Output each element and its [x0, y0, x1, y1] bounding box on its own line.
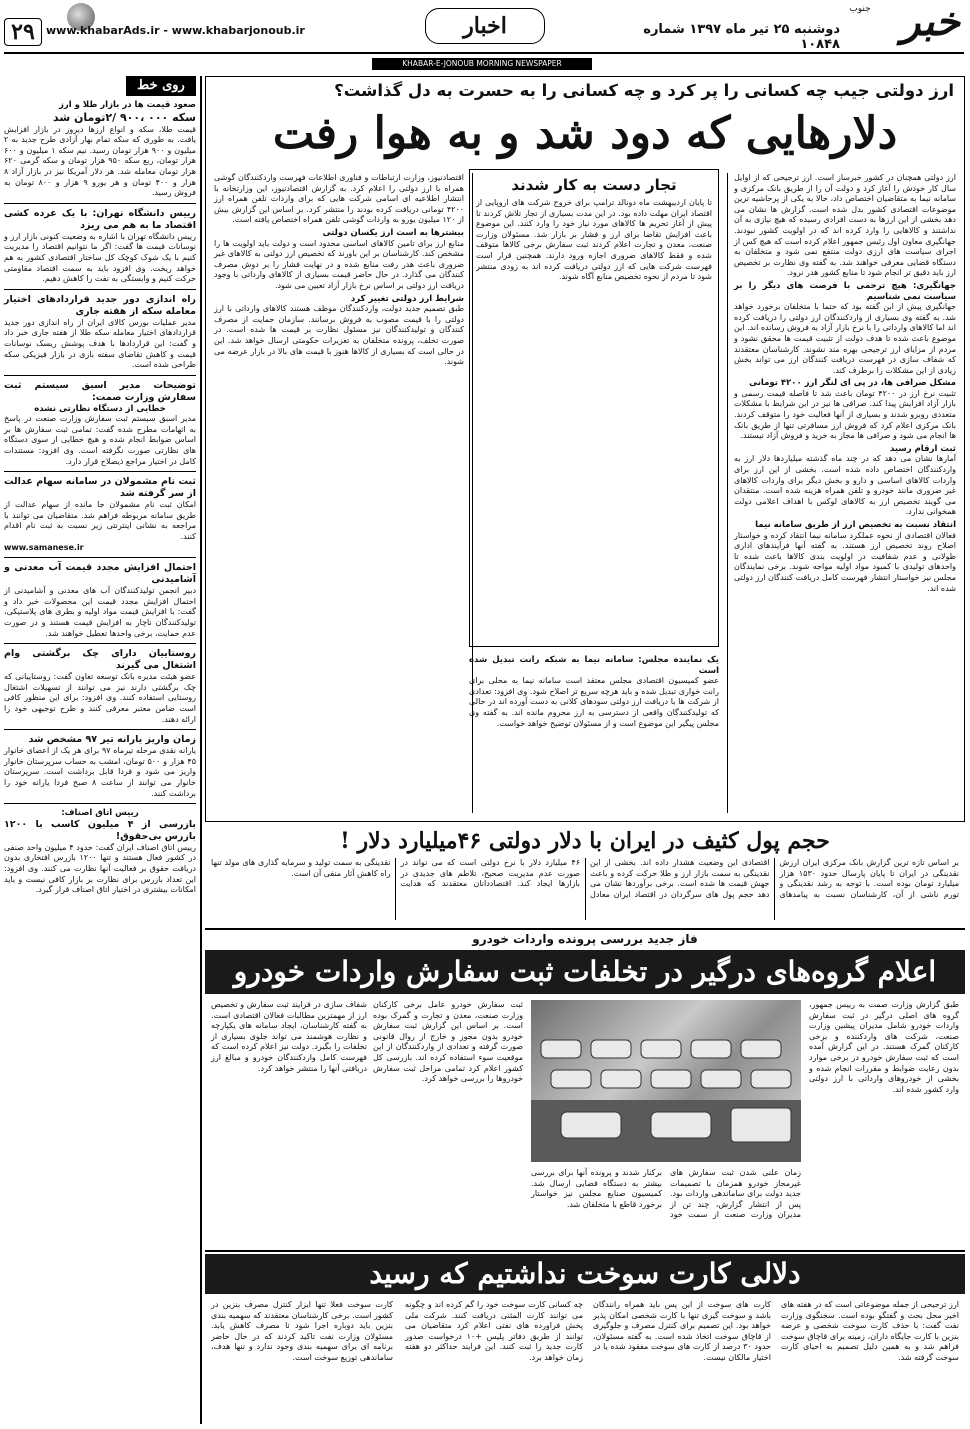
sidebar-item9-text: رییس اتاق اصناف ایران گفت: حدود ۴ میلیون واحد صنفی در کشور فعال هستند و تنها ۱۲۰۰ بازرس افتخاری بدون دریافت حقوق بر فعالیت آنها نظارت می کنند. وی افزود: این تعداد بازرس برای نظارت بر بازار کافی نیست و باید امکانات بیشتری در اختیار اتاق اصناف قرار گیرد. — [4, 842, 197, 895]
masthead-websites: www.khabarAds.ir - www.khabarjonoub.ir — [46, 24, 305, 37]
masthead — [0, 0, 970, 52]
main-col1e-text: فعالان اقتصادی از نحوه عملکرد سامانه نیما انتقاد کرده و خواستار اصلاح روند تخصیص ارز هستند. به گفته آنها فرآیندهای اداری طولانی و عدم شفافیت در اولویت بندی کالاها باعث شده تا واحدهای تولیدی با کمبود مواد اولیه مواجه شوند. برخی نمایندگان مجلس نیز خواستار انتشار فهرست کامل دریافت کنندگان ارز دولتی شده اند. — [734, 530, 956, 593]
main-col1c-text: تثبیت نرخ ارز در ۴۲۰۰ تومان باعث شد تا فاصله قیمت رسمی و بازار آزاد افزایش پیدا کند. صرافی ها نیز در این شرایط با مشکلات متعددی روبرو شدند و بسیاری از آنها فعالیت خود را متوقف کردند. بانک مرکزی اعلام کرد که فروش ارز مسافرتی تنها از طریق بانک ها انجام می شود و صرافی ها مجاز به خرید و فروش آزاد نیستند. — [734, 388, 956, 441]
sidebar-item9-head: بازرسی از ۴ میلیون کاسب با ۱۲۰۰ بازرس بی‌حقوق! — [4, 818, 197, 842]
story2 — [205, 826, 965, 926]
sidebar-item6-head: احتمال افزایش مجدد قیمت آب معدنی و آشامیدنی — [4, 562, 196, 586]
main-headline: دلارهایی که دود شد و به هوا رفت — [272, 108, 898, 159]
story4-col2: کارت های سوخت از این پس باید همراه رانندگان باشد و سوخت گیری تنها با کارت شخصی امکان پذیر خواهد بود. این تصمیم برای کنترل مصرف و جلوگیری از قاچاق سوخت اتخاذ شده است. به گفته مسئولان، حدود ۳۰ درصد از کارت های سوخت مفقود شده یا در اختیار مالکان نیست. — [593, 1300, 771, 1362]
sidebar-rule — [4, 289, 196, 290]
page-number: ۲۹ — [4, 18, 42, 46]
sidebar-item3-head: راه اندازی دور جدید قراردادهای اختیار معامله سکه از هفته جاری — [4, 293, 196, 317]
car-import-photo — [531, 1000, 801, 1162]
section-divider — [205, 1250, 965, 1252]
sidebar-item1-head: سکه ۰۰۰ ،۹۰۰ /۲تومان شد — [53, 110, 196, 124]
main-story — [205, 76, 965, 822]
sidebar-rule — [4, 643, 196, 644]
sidebar-rule — [4, 203, 196, 204]
story4 — [205, 1254, 965, 1424]
sidebar-item4-text: مدیر اسبق سیستم ثبت سفارش وزارت صنعت در پاسخ به اتهامات مطرح شده گفت: تمامی ثبت سفارش ها بر اساس ضوابط انجام شده و هیچ خطایی از سوی دستگاه های نظارتی صورت نگرفته است. وی افزود: مستندات کامل در اختیار مراجع ذیصلاح قرار دارد. — [4, 414, 196, 466]
story3-col2: زمان علنی شدن ثبت سفارش های غیرمجاز خودرو همزمان با تصمیمات جدید دولت برای ساماندهی واردات بود. پس از انتشار گزارش، چند تن از مدیران وزارت صنعت از سمت خود برکنار شدند و پرونده آنها برای بررسی بیشتر به دستگاه قضایی ارسال شد. کمیسیون صنایع مجلس نیز خواستار برخورد قاطع با متخلفان شد. — [531, 1168, 801, 1220]
sidebar-rule — [4, 375, 196, 376]
masthead-logo-sub: جنوب — [849, 4, 871, 14]
section-title: اخبار — [425, 8, 545, 44]
main-sub2: مشکل صرافی ها، در پی ای لنگر ارز ۴۲۰۰ تومانی — [749, 378, 956, 389]
section-divider — [205, 928, 965, 930]
sidebar-item1-kicker: صعود قیمت ها در بازار طلا و ارز — [58, 100, 196, 110]
story3-col1: طبق گزارش وزارت صمت به رییس جمهور، گروه های اصلی درگیر در ثبت سفارش واردات خودرو شامل مدیران پیشین وزارت صنعت، شرکت های واردکننده و برخی کارکنان گمرک هستند. در این گزارش آمده است که ثبت سفارش خودرو در برخی موارد بدون رعایت ضوابط و مقررات انجام شده و بخشی از خودروهای وارداتی با ارز دولتی وارد کشور شده اند. — [809, 1000, 959, 1094]
story3 — [205, 932, 965, 1248]
sidebar-item4-head: توضیحات مدیر اسبق سیستم ثبت سفارش وزارت صمت: — [4, 379, 196, 403]
main-col3-text: اقتصادنیوز، وزارت ارتباطات و فناوری اطلاعات فهرست واردکنندگان گوشی همراه با ارز دولتی را اعلام کرد. به گزارش اقتصادنیوز، این وزارتخانه با انتشار اطلاعیه ای اسامی شرکت هایی که برای واردات تلفن همراه ارز ۴۲۰۰ تومانی دریافت کرده بودند را منتشر کرد. بر اساس این گزارش بیش از ۱۲۰ میلیون یورو به واردات گوشی تلفن همراه اختصاص یافته است. — [214, 173, 464, 225]
main-col3b-text: منابع ارز برای تامین کالاهای اساسی محدود است و دولت باید اولویت ها را مشخص کند. کارشناسان بر این باورند که تخصیص ارز دولتی به کالاهای غیر ضروری باعث هدر رفت منابع شده و در نهایت فشار را بر دوش مصرف کنندگان می گذارد. در حال حاضر قیمت بسیاری از کالاهای وارداتی با وجود دریافت ارز دولتی بر اساس نرخ بازار آزاد تعیین می شود. — [214, 238, 464, 290]
sidebar-item7-text: عضو هیئت مدیره بانک توسعه تعاون گفت: روستاییانی که چک برگشتی دارند نیز می توانند از تسهیلات اشتغال روستایی استفاده کنند. وی افزود: برای این منظور کافی است ضامن معتبر معرفی کنند و طرح توجیهی خود را ارائه دهند. — [4, 672, 196, 724]
story4-headline: دلالی کارت سوخت نداشتیم که رسید — [205, 1254, 965, 1294]
main-col2-bottom — [469, 655, 719, 815]
sidebar-divider — [200, 76, 202, 1424]
sidebar-rule — [4, 803, 196, 804]
main-kicker: ارز دولتی جیب چه کسانی را پر کرد و چه کسانی را به حسرت به دل گذاشت؟ — [334, 81, 954, 100]
masthead-logo: خبر — [901, 0, 960, 45]
main-sub7: یک نماینده مجلس: سامانه نیما به شبکه رانت تبدیل شده است — [469, 655, 719, 676]
sidebar-rule — [4, 729, 196, 730]
story2-headline: حجم پول کثیف در ایران با دلار دولتی ۴۶میلیارد دلار ! — [340, 828, 830, 854]
main-sub4: انتقاد نسبت به تخصیص ارز از طریق سامانه نیما — [755, 520, 956, 530]
main-col3c-text: طبق تصمیم جدید دولت، واردکنندگان موظف هستند کالاهای وارداتی با ارز دولتی را با قیمت مصوب به فروش برسانند. سازمان حمایت از مصرف کنندگان و تولیدکنندگان نیز مسئول نظارت بر قیمت ها شده است. در صورت تخلف، پرونده متخلفان به تعزیرات حکومتی ارسال خواهد شد. این در حالی است که بسیاری از کالاها هنوز با قیمت های بالا در بازار عرضه می شوند. — [214, 304, 464, 367]
main-col3d-text: عضو کمیسیون اقتصادی مجلس معتقد است سامانه نیما به محلی برای رانت خواری تبدیل شده و باید هرچه سریع تر اصلاح شود. وی افزود: تعدادی از شرکت ها با دریافت ارز دولتی سودهای کلانی به دست آورده اند در حالی که تولیدکنندگان واقعی از دسترسی به ارز محروم مانده اند. به گفته وی مجلس پیگیر این موضوع است و از مسئولان توضیح خواهد خواست. — [469, 676, 719, 728]
main-col1d-text: آمارها نشان می دهد که در چند ماه گذشته میلیاردها دلار ارز به واردکنندگان اختصاص داده شده است. بخشی از این ارز برای واردات کالاهای اساسی و دارو و بخش دیگر برای واردات کالاهای غیر ضروری مانند خودرو و تلفن همراه هزینه شده است. منتقدان می گویند تخصیص ارز به کالاهای لوکس با اهداف اعلامی دولت همخوانی ندارد. — [734, 454, 956, 517]
sidebar-item9-kicker: رییس اتاق اصناف: — [61, 808, 139, 819]
main-col1b-text: جهانگیری پیش از این گفته بود که حتما با متخلفان برخورد خواهد شد. به گفته وی بسیاری از واردکنندگان ارز دولتی را دریافت کرده اند اما کالاهای وارداتی را با نرخ بازار آزاد به فروش رسانده اند. این موضوع باعث شده تا هدف دولت از تثبیت قیمت ها محقق نشود و مردم از مزایای ارز ترجیحی بهره مند نشوند. کارشناسان معتقدند که شفاف سازی در فهرست دریافت کنندگان ارز می تواند بخش زیادی از این مشکلات را برطرف کند. — [734, 302, 956, 375]
sidebar-item5-text: امکان ثبت نام مشمولان جا مانده از سهام عدالت از طریق سامانه مربوطه فراهم شد. متقاضیان می توانند با مراجعه به نشانی اینترنتی زیر نسبت به ثبت نام اقدام کنند. — [4, 500, 196, 542]
inner-box-title: تجار دست به کار شدند — [511, 176, 677, 194]
masthead-banner: KHABAR-E-JONOUB MORNING NEWSPAPER — [372, 58, 592, 70]
main-col1 — [734, 173, 956, 813]
main-sub6: شرایط ارز دولتی تغییر کرد — [350, 293, 464, 304]
story4-col1: ارز ترجیحی از جمله موضوعاتی است که در هفته های اخیر محل بحث و گفتگو بوده است. سخنگوی وزارت نفت گفت: با حذف کارت سوخت شخصی و عرضه بنزین با کارت جایگاه داران، زمینه برای قاچاق سوخت فراهم شد و به همین دلیل تصمیم به احیای کارت سوخت گرفته شد. — [781, 1300, 959, 1362]
main-sub3: ثبت ارقام رسید — [889, 443, 956, 454]
sidebar-item1-text: قیمت طلا، سکه و انواع ارزها دیروز در بازار افزایش یافت. به طوری که سکه تمام بهار آزادی طرح جدید به ۲ میلیون و ۹۰۰ هزار تومان رسید. نیم سکه ۱ میلیون و ۶۰۰ هزار تومان، ربع سکه ۹۵۰ هزار تومان و سکه گرمی ۶۲۰ هزار تومان معامله شد. هر دلار آمریکا نیز در بازار آزاد ۸ هزار و ۴۰۰ تومان و هر یورو ۹ هزار و ۸۰۰ تومان به فروش رسید. — [4, 124, 197, 198]
sidebar-item5-head: ثبت نام مشمولان در سامانه سهام عدالت از سر گرفته شد — [4, 476, 196, 500]
masthead-date-issue: دوشنبه ۲۵ تیر ماه ۱۳۹۷ شماره ۱۰۸۴۸ — [643, 22, 840, 52]
sidebar-rule — [4, 557, 196, 558]
inner-box-text: تا پایان اردیبهشت ماه دونالد ترامپ برای خروج شرکت های اروپایی از اقتصاد ایران مهلت داده بود. در این مدت بسیاری از تجار تلاش کردند تا پیش از آغاز تحریم ها کالاهای مورد نیاز خود را وارد کنند. این موضوع باعث افزایش تقاضا برای ارز و فشار بر بازار شد. مسئولان وزارت صنعت، معدن و تجارت اعلام کردند ثبت سفارش برخی کالاها متوقف شده و فقط کالاهای ضروری اجازه ورود دارند. همچنین قرار است فهرست شرکت هایی که ارز دولتی دریافت کرده اند به زودی منتشر شود تا مردم از نحوه تخصیص منابع آگاه شوند. — [476, 198, 712, 282]
sidebar-item7-head: روستاییان دارای چک برگشتی وام اشتغال می گیرند — [4, 648, 196, 672]
main-sub1: جهانگیری: هیچ ترحمی با فرصت های دیگر را بر سیاست نمی شناسیم — [734, 280, 956, 302]
inner-box — [469, 169, 719, 647]
main-col1-text: ارز دولتی همچنان در کشور خبرساز است. ارز ترجیحی که از اوایل سال کار خودش را آغاز کرد و دولت آن را از طریق بانک مرکزی و سامانه نیما به متقاضیان اختصاص داد، حالا به یکی از پرحاشیه ترین موضوعات اقتصادی کشور بدل شده است. گزارش ها نشان می دهد بخشی از این ارزها به دست افرادی رسیده که هیچ نیازی به آن نداشتند و کالاهایی را وارد کرده اند که در اولویت کشور نبودند. جهانگیری معاون اول رئیس جمهور اعلام کرده است که هیچ کس از اجرای سیاست های ارزی دولت منتفع نمی شود و متخلفان به دستگاه قضایی معرفی خواهند شد. به گفته وی نظارت بر تخصیص ارز باید دقیق تر انجام شود تا منابع کشور هدر نرود. — [734, 173, 956, 278]
story3-col4: شفاف سازی در فرایند ثبت سفارش و تخصیص ارز از مهمترین مطالبات فعالان اقتصادی است. به گفته کارشناسان، ایجاد سامانه های یکپارچه و نظارت هوشمند می تواند جلوی بسیاری از تخلفات را بگیرد. دولت نیز اعلام کرده است که فهرست کامل واردکنندگان خودرو و مبالغ ارز دریافتی آنها را منتشر خواهد کرد. — [211, 1000, 367, 1073]
col-divider — [727, 173, 728, 813]
sidebar-item5-link[interactable]: www.samanese.ir — [4, 542, 84, 552]
masthead-divider — [4, 52, 964, 54]
story4-col4: کارت سوخت فعلا تنها ابزار کنترل مصرف بنزین در کشور است. برخی کارشناسان معتقدند که سهمیه بندی بنزین باید دوباره اجرا شود تا مصرف کاهش یابد. مسئولان وزارت نفت تاکید کردند که در حال حاضر برنامه ای برای سهمیه بندی وجود ندارد و تنها هدف، ساماندهی توزیع سوخت است. — [211, 1300, 393, 1362]
story3-col3: ثبت سفارش خودرو عامل برخی کارکنان وزارت صنعت، معدن و تجارت و گمرک بوده است. بر اساس این گزارش ثبت سفارش خودرو بدون مجوز و خارج از روال قانونی صورت گرفته و تعدادی از واردکنندگان از این موقعیت سوء استفاده کرده اند. بازرسی کل کشور اعلام کرد تمامی مراحل ثبت سفارش خودروها را بررسی خواهد کرد. — [373, 1000, 523, 1084]
main-sub5: بیشترها به است ارز یکسان دولتی — [322, 227, 464, 238]
sidebar-item4-kicker: خطایی از دستگاه نظارتی نشده — [34, 403, 166, 414]
story3-kicker: فاز جدید بررسی پرونده واردات خودرو — [472, 932, 698, 946]
sidebar-item8-head: زمان واریز یارانه تیر ۹۷ مشخص شد — [28, 734, 196, 746]
story3-headline: اعلام گروه‌های درگیر در تخلفات ثبت سفارش واردات خودرو — [205, 950, 965, 994]
sidebar-content — [4, 100, 196, 1420]
sidebar-title: روی خط — [126, 76, 196, 96]
sidebar-item2-head: رییس دانشگاه تهران: با یک عرده کشی اقتصاد ما به هم می ریزد — [4, 207, 196, 231]
sidebar-item2-text: رییس دانشگاه تهران با اشاره به وضعیت کنونی بازار ارز و نوسانات قیمت ها گفت: اگر ما نتوانیم اقتصاد را مدیریت کنیم با یک شوک کوچک کل ساختار اقتصادی کشور به هم خواهد ریخت. وی افزود باید به سمت اقتصاد مقاومتی حرکت کنیم و وابستگی به نفت را کاهش دهیم. — [4, 231, 196, 284]
cars-illustration-icon — [531, 1000, 801, 1162]
sidebar-rule — [4, 471, 196, 472]
sidebar-item6-text: دبیر انجمن تولیدکنندگان آب های معدنی و آشامیدنی از احتمال افزایش مجدد قیمت این محصولات خبر داد و گفت: با افزایش قیمت مواد اولیه و بطری های پلاستیکی، تولیدکنندگان ناچار به افزایش قیمت هستند و در صورت عدم حمایت، برخی واحدها تعطیل خواهند شد. — [4, 586, 196, 638]
story4-col3: چه کسانی کارت سوخت خود را گم کرده اند و چگونه می توانند کارت المثنی دریافت کنند. شرکت ملی پخش فراورده های نفتی اعلام کرد متقاضیان می توانند از طریق دفاتر پلیس +۱۰ درخواست صدور کارت جدید را ثبت کنند. این فرایند حداکثر دو هفته زمان خواهد برد. — [405, 1300, 583, 1362]
sidebar — [4, 76, 196, 1424]
story2-text: بر اساس تازه ترین گزارش بانک مرکزی ایران ارزش نقدینگی در ایران تا پایان پارسال حدود ۱۵۳۰ هزار میلیارد تومان بوده است. با توجه به رشد نقدینگی و تورم ناشی از آن، کارشناسان نسبت به پیامدهای اقتصادی این وضعیت هشدار داده اند. بخشی از این نقدینگی به سمت بازار ارز و طلا حرکت کرده و باعث جهش قیمت ها شده است. برخی برآوردها نشان می دهد حجم پول های سرگردان در اقتصاد ایران معادل ۴۶ میلیارد دلار با نرخ دولتی است که می تواند در صورت عدم مدیریت صحیح، تلاطم های جدیدی در بازارها ایجاد کند. اقتصاددانان معتقدند که هدایت نقدینگی به سمت تولید و سرمایه گذاری های مولد تنها راه کاهش آثار منفی آن است. — [211, 858, 959, 899]
sidebar-item8-text: یارانه نقدی مرحله تیرماه ۹۷ برای هر یک از اعضای خانوار ۴۵ هزار و ۵۰۰ تومان، امشب به حساب سرپرستان خانوار واریز می شود و فردا قابل برداشت است. سرپرستان خانوار می توانند از ساعت ۸ صبح فردا یارانه خود را برداشت کنند. — [4, 746, 196, 798]
sidebar-item3-text: مدیر عملیات بورس کالای ایران از راه اندازی دور جدید قراردادهای اختیار معامله سکه طلا از هفته جاری خبر داد و گفت: این قراردادها با هدف پوشش ریسک نوسانات قیمت و کاهش تقاضای سفته بازی در بازار فیزیکی سکه طراحی شده است. — [4, 317, 196, 370]
main-col3 — [214, 173, 464, 813]
